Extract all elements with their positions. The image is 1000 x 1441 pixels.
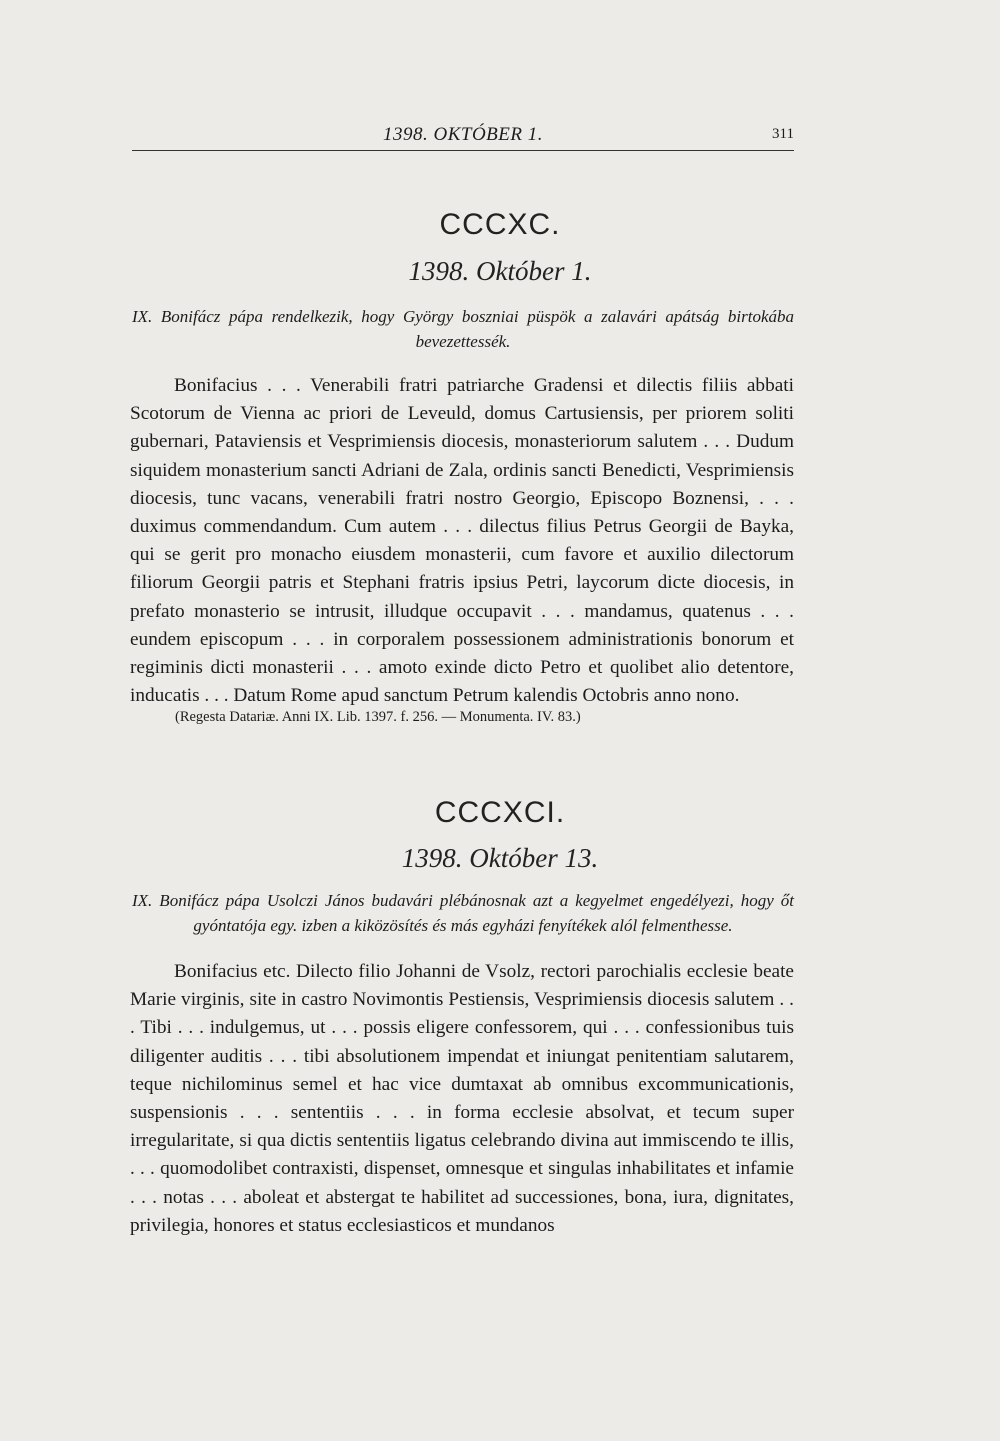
- document-summary: IX. Bonifácz pápa rendelkezik, hogy György boszniai püspök a zalavári apátság birtokába bevezettessék.: [132, 307, 794, 351]
- running-head: [132, 124, 794, 151]
- document-date: 1398. Október 13.: [401, 843, 599, 873]
- document-date: 1398. Október 1.: [408, 256, 592, 286]
- document-citation: (Regesta Datariæ. Anni IX. Lib. 1397. f. 256. — Monumenta. IV. 83.): [175, 709, 581, 725]
- page-number: 311: [772, 126, 794, 142]
- document-summary: IX. Bonifácz pápa Usolczi János budavári plébánosnak azt a kegyelmet engedélyezi, hogy őt gyóntatója egy. izben a kiközösítés és más egyházi fenyítékek alól felmenthesse.: [132, 891, 794, 935]
- document-body: Bonifacius . . . Venerabili fratri patriarche Gradensi et dilectis filiis abbati Scotorum de Vienna ac priori de Leveuld, domus Cartusiensis, per priorem soliti gubernari, Pataviensis et Vesprimiensis diocesis, monasteriorum salutem . . . Dudum siquidem monasterium sancti Adriani de Zala, ordinis sancti Benedicti, Vesprimiensis diocesis, tunc vacans, venerabili fratri nostro Georgio, Episcopo Boznensi, . . . duximus commendandum. Cum autem . . . dilectus filius Petrus Georgii de Bayka, qui se gerit pro monacho eiusdem monasterii, cum favore et auxilio dilectorum filiorum Georgii patris et Stephani fratris ipsius Petri, laycorum dicte diocesis, in prefato monasterio se intrusit, illudque occupavit . . . mandamus, quatenus . . . eundem episcopum . . . in corporalem possessionem administrationis bonorum et regiminis dicti monasterii . . . amoto exinde dicto Petro et quolibet alio detentore, inducatis . . . Datum Rome apud sanctum Petrum kalendis Octobris anno nono.: [130, 375, 794, 707]
- document-numeral: CCCXCI.: [434, 796, 566, 829]
- document-body: Bonifacius etc. Dilecto filio Johanni de Vsolz, rectori parochialis ecclesie beate Marie virginis, site in castro Novimontis Pestiensis, Vesprimiensis diocesis salutem . . . Tibi . . . indulgemus, ut . . . possis eligere confessorem, qui . . . confessionibus tuis diligenter auditis . . . tibi absolutionem impendat et iniungat penitentiam salutarem, teque nichilominus semel et hac vice dumtaxat ab omnibus excommunicationis, suspensionis . . . sententiis . . . in forma ecclesie absolvat, et tecum super irregularitate, si qua dictis sententiis ligatus celebrando divina aut immiscendo te illis, . . . quomodolibet contraxisti, dispenset, omnesque et singulas inhabilitates et infamie . . . notas . . . aboleat et abstergat te habilitet ad successiones, bona, iura, dignitates, privilegia, honores et status ecclesiasticos et mundanos: [130, 961, 794, 1236]
- document-numeral: CCCXC.: [439, 208, 561, 241]
- running-head-title: 1398. OKTÓBER 1.: [383, 124, 543, 145]
